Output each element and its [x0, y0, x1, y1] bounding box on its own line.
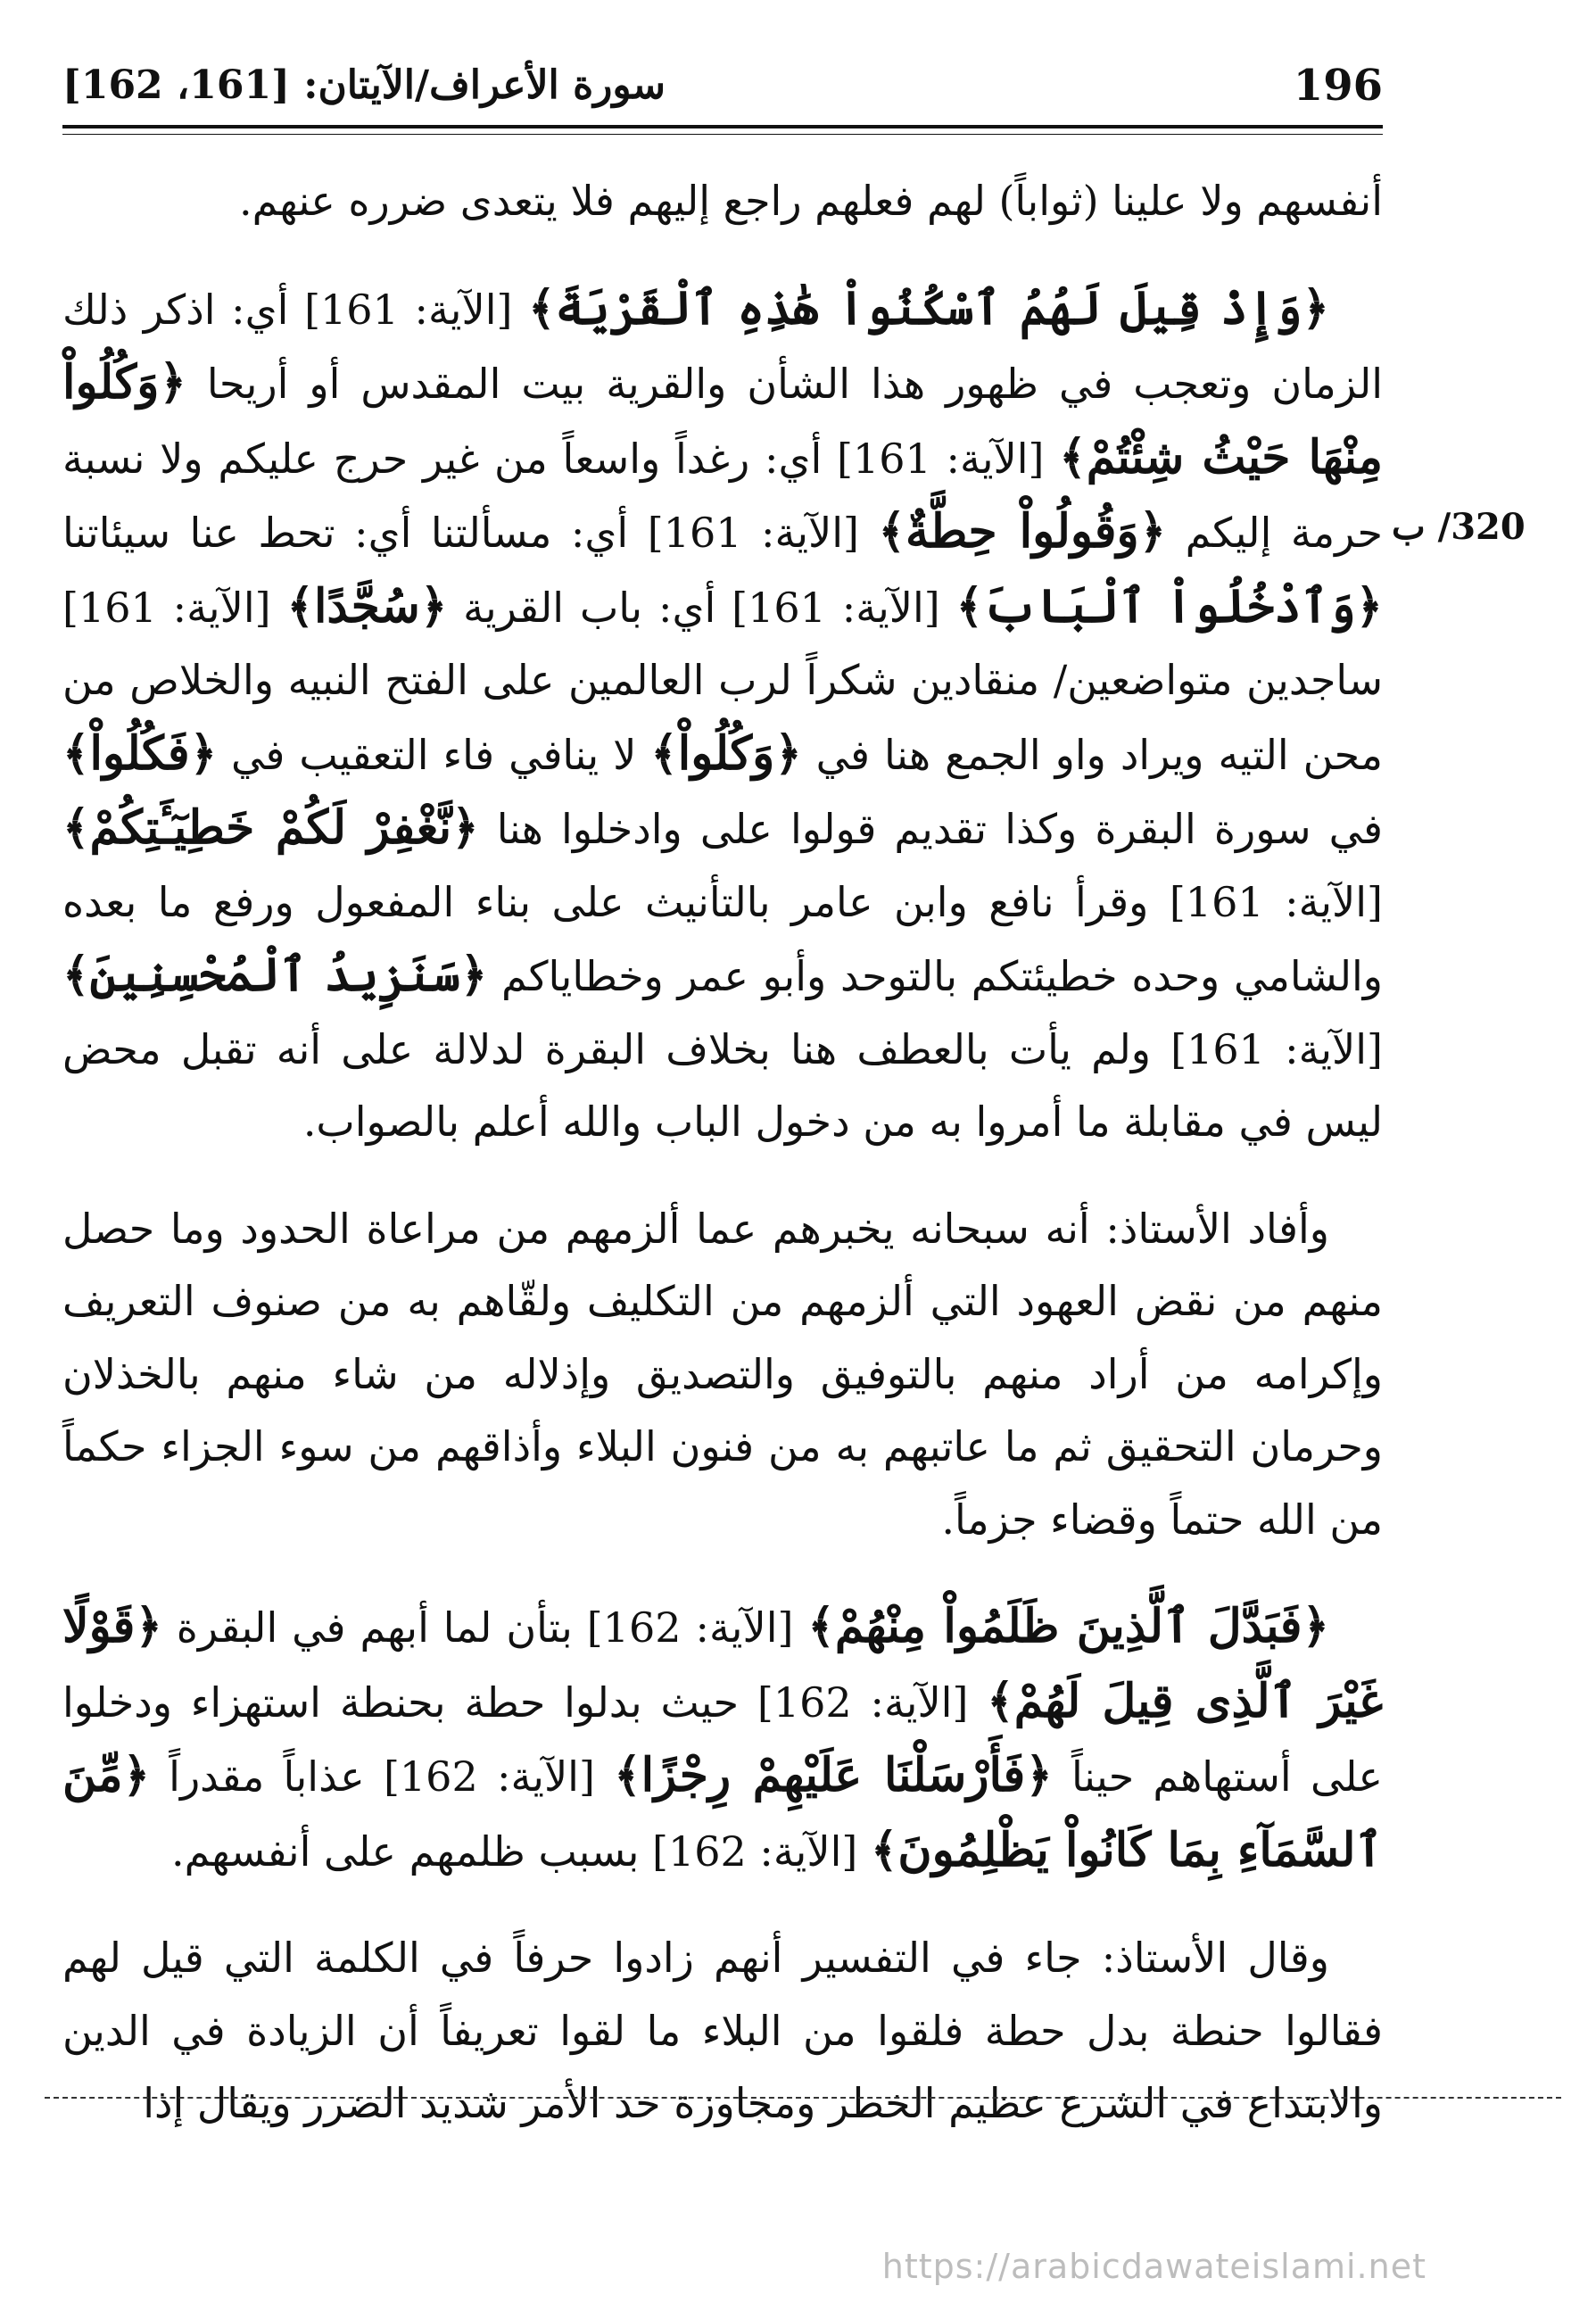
page-header: [62, 54, 1383, 116]
commentary-text: [الآية: 162] بتأن لما أبهم في البقرة: [161, 1603, 808, 1652]
commentary-text: لا ينافي فاء التعقيب في: [217, 730, 651, 779]
commentary-text: أنفسهم ولا علينا (ثواباً) لهم فعلهم راجع إليهم فلا يتعدى ضرره عنهم.: [239, 177, 1383, 225]
header-rule: [62, 125, 1383, 128]
commentary-text: في سورة البقرة وكذا تقديم قولوا على وادخلوا هنا: [478, 805, 1383, 853]
paragraph: [62, 1193, 1383, 1557]
quran-verse: ﴿فَأَرْسَلْنَا عَلَيْهِمْ رِجْزًا﴾: [614, 1748, 1053, 1802]
running-head: سورة الأعراف/الآيتان: [161، 162]: [62, 62, 666, 108]
paragraph: [62, 272, 1383, 1159]
quran-verse: ﴿وَقُولُواْ حِطَّةٌ﴾: [878, 504, 1167, 559]
quran-verse: ﴿وَٱدْخُلُواْ ٱلْبَابَ﴾: [955, 578, 1384, 634]
margin-folio-note: 320/ ب: [1392, 506, 1526, 548]
commentary-text: [الآية: 161] أي: رغداً واسعاً من غير حرج عليكم ولا نسبة حرمة إليكم: [62, 434, 1383, 557]
commentary-text: [الآية: 162] حيث بدلوا حطة بحنطة استهزاء ودخلوا على أستهاهم حيناً: [62, 1677, 1384, 1801]
commentary-text: [الآية: 162] عذاباً مقدراً: [149, 1752, 615, 1801]
quran-verse: ﴿فَكُلُواْ﴾: [62, 725, 218, 781]
paragraph: [62, 1922, 1383, 2141]
quran-verse: ﴿فَبَدَّلَ ٱلَّذِينَ ظَلَمُواْ مِنْهُمْ﴾: [807, 1599, 1329, 1653]
body-text: [62, 165, 1383, 2174]
commentary-text: [الآية: 162] بسبب ظلمهم على أنفسهم.: [171, 1826, 871, 1876]
page-number: 196: [1293, 61, 1383, 111]
header-rule-thin: [62, 134, 1383, 135]
paragraph: [62, 1590, 1383, 1888]
commentary-text: [الآية: 161] ساجدين متواضعين/ منقادين شكراً لرب العالمين على الفتح النبيه والخلاص من محن التيه ويراد واو الجمع هنا في: [62, 583, 1383, 779]
commentary-text: [الآية: 161] وقرأ نافع وابن عامر بالتأنيث على بناء المفعول ورفع ما بعده والشامي وحده خطيئتكم بالتوحد وأبو عمر وخطاياكم: [62, 877, 1384, 1000]
quran-verse: ﴿سُجَّدًا﴾: [286, 578, 448, 634]
commentary-text: [الآية: 161] ولم يأت بالعطف هنا بخلاف البقرة لدلالة على أنه تقبل محض ليس في مقابلة ما أمروا به من دخول الباب والله أعلم بالصواب.: [62, 1024, 1384, 1146]
quran-verse: ﴿نَّغْفِرْ لَكُمْ خَطِيٓـَٔتِكُمْ﴾: [62, 800, 479, 855]
quran-verse: ﴿وَكُلُواْ مِنْهَا حَيْثُ شِئْتُمْ﴾: [62, 355, 1384, 485]
quran-verse: ﴿وَكُلُواْ﴾: [650, 725, 802, 781]
commentary-text: وقال الأستاذ: جاء في التفسير أنهم زادوا حرفاً في الكلمة التي قيل لهم فقالوا حنطة بدل حطة فلقوا من البلاء ما لقوا تعريفاً أن الزيادة في الدين والابتداع في الشرع عظيم الخطر ومجاوزة حد الأمر شديد الضرر ويقال إذا: [62, 1934, 1383, 2127]
quran-verse: ﴿سَنَزِيدُ ٱلْمُحْسِنِينَ﴾: [62, 948, 488, 1002]
watermark-url: https://arabicdawateislami.net: [881, 2247, 1426, 2286]
commentary-text: [الآية: 161] أي: مسألتنا أي: تحط عنا سيئاتنا: [62, 509, 879, 557]
commentary-text: [الآية: 161] أي: اذكر ذلك الزمان وتعجب في ظهور هذا الشأن والقرية بيت المقدس أو أريحا: [62, 285, 1383, 408]
ruled-line: [45, 2097, 1561, 2099]
paragraph: [62, 165, 1383, 238]
quran-verse: ﴿وَإِذْ قِيلَ لَهُمُ ٱسْكُنُواْ هَٰذِهِ ٱلْقَرْيَةَ﴾: [528, 280, 1329, 335]
quran-verse: ﴿مِّنَ ٱلسَّمَآءِ بِمَا كَانُواْ يَظْلِمُونَ﴾: [62, 1748, 1383, 1877]
quran-verse: ﴿قَوْلًا غَيْرَ ٱلَّذِى قِيلَ لَهُمْ﴾: [62, 1599, 1384, 1728]
commentary-text: وأفاد الأستاذ: أنه سبحانه يخبرهم عما ألزمهم من مراعاة الحدود وما حصل منهم من نقض العهود التي ألزمهم من التكليف ولقّاهم به من صنوف التعريف وإكرامه من أراد منهم بالتوفيق والتصديق وإذلاله من شاء منهم بالخذلان وحرمان التحقيق ثم ما عاتبهم به من فنون البلاء وأذاقهم من سوء الجزاء حكماً من الله حتماً وقضاء جزماً.: [62, 1204, 1383, 1544]
commentary-text: [الآية: 161] أي: باب القرية: [447, 583, 956, 632]
